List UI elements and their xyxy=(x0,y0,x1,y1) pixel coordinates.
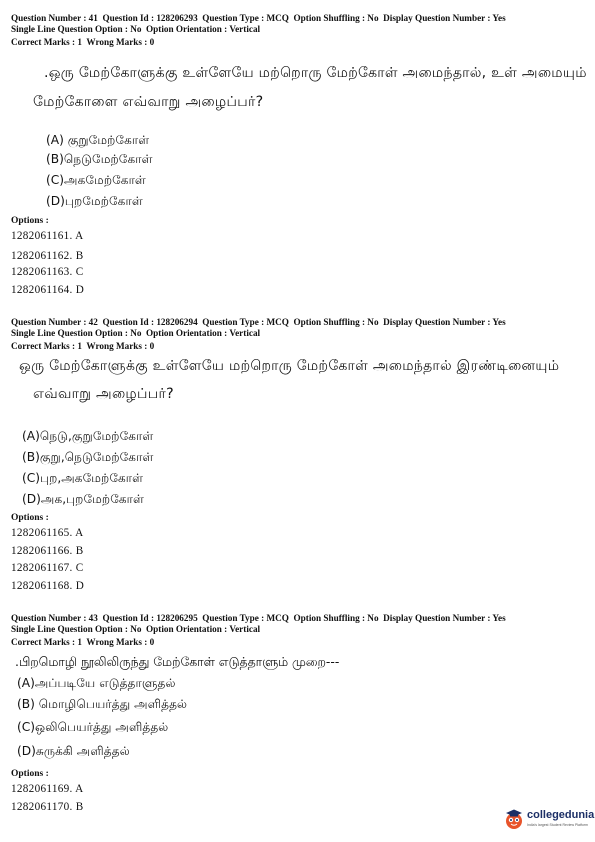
q42-meta-line-2: Single Line Question Option : No Option Orientation : Vertical xyxy=(11,328,261,338)
q41-text-line-2: மேற்கோளை எவ்வாறு அழைப்பர்? xyxy=(33,94,264,110)
q41-option-b: (B)நெடுமேற்கோள் xyxy=(46,152,153,166)
q43-meta-line-3: Correct Marks : 1 Wrong Marks : 0 xyxy=(11,637,155,647)
q41-options-label: Options : xyxy=(11,216,49,226)
graduate-mascot-icon xyxy=(503,808,525,830)
q43-option-b: (B) மொழிபெயர்த்து அளித்தல் xyxy=(17,697,188,711)
q41-option-id-a: 1282061161. A xyxy=(11,230,84,242)
q42-meta-line-1: Question Number : 42 Question Id : 128206294 Question Type : MCQ Option Shuffling : No Display Question Number : Yes xyxy=(11,317,506,327)
q43-option-id-a: 1282061169. A xyxy=(11,783,84,795)
q42-option-id-b: 1282061166. B xyxy=(11,545,84,557)
q43-option-id-b: 1282061170. B xyxy=(11,801,84,813)
collegedunia-logo xyxy=(503,806,593,836)
q41-text-line-1: .ஒரு மேற்கோளுக்கு உள்ளேயே மற்றொரு மேற்கோள் அமைந்தால், உள் அமையும் xyxy=(44,65,587,81)
q41-option-id-b: 1282061162. B xyxy=(11,250,84,262)
q41-meta-line-3: Correct Marks : 1 Wrong Marks : 0 xyxy=(11,37,155,47)
q43-option-d: (D)சுருக்கி அளித்தல் xyxy=(17,744,130,758)
q43-meta-line-2: Single Line Question Option : No Option Orientation : Vertical xyxy=(11,624,261,634)
logo-brand-name: collegedunia xyxy=(527,809,595,821)
q42-option-b: (B)குறு,நெடுமேற்கோள் xyxy=(22,450,154,464)
q42-option-c: (C)புற,அகமேற்கோள் xyxy=(22,471,144,485)
q41-option-c: (C)அகமேற்கோள் xyxy=(46,173,146,187)
q42-option-id-a: 1282061165. A xyxy=(11,527,84,539)
q43-options-label: Options : xyxy=(11,769,49,779)
q41-meta-line-2: Single Line Question Option : No Option Orientation : Vertical xyxy=(11,24,261,34)
q42-option-d: (D)அக,புறமேற்கோள் xyxy=(22,492,145,506)
q41-option-a: (A) குறுமேற்கோள் xyxy=(46,133,150,147)
q42-meta-line-3: Correct Marks : 1 Wrong Marks : 0 xyxy=(11,341,155,351)
q42-option-id-d: 1282061168. D xyxy=(11,580,85,592)
logo-tagline: India's largest Student Review Platform xyxy=(527,823,588,827)
q43-option-c: (C)ஒலிபெயர்த்து அளித்தல் xyxy=(17,720,169,734)
q43-option-a: (A)அப்படியே எடுத்தாளுதல் xyxy=(17,676,176,690)
q42-option-a: (A)நெடு,குறுமேற்கோள் xyxy=(22,429,154,443)
q41-option-id-d: 1282061164. D xyxy=(11,284,85,296)
q43-question-text: .பிறமொழி நூலிலிருந்து மேற்கோள் எடுத்தாளும் முறை--- xyxy=(15,654,340,669)
q42-options-label: Options : xyxy=(11,513,49,523)
q41-option-id-c: 1282061163. C xyxy=(11,266,84,278)
q42-option-id-c: 1282061167. C xyxy=(11,562,84,574)
q41-meta-line-1: Question Number : 41 Question Id : 128206293 Question Type : MCQ Option Shuffling : No Display Question Number : Yes xyxy=(11,13,506,23)
q43-meta-line-1: Question Number : 43 Question Id : 128206295 Question Type : MCQ Option Shuffling : No Display Question Number : Yes xyxy=(11,613,506,623)
q41-option-d: (D)புறமேற்கோள் xyxy=(46,194,143,208)
q42-text-line-2: எவ்வாறு அழைப்பர்? xyxy=(33,386,174,402)
q42-text-line-1: ஒரு மேற்கோளுக்கு உள்ளேயே மற்றொரு மேற்கோள் அமைந்தால் இரண்டினையும் xyxy=(19,358,560,374)
